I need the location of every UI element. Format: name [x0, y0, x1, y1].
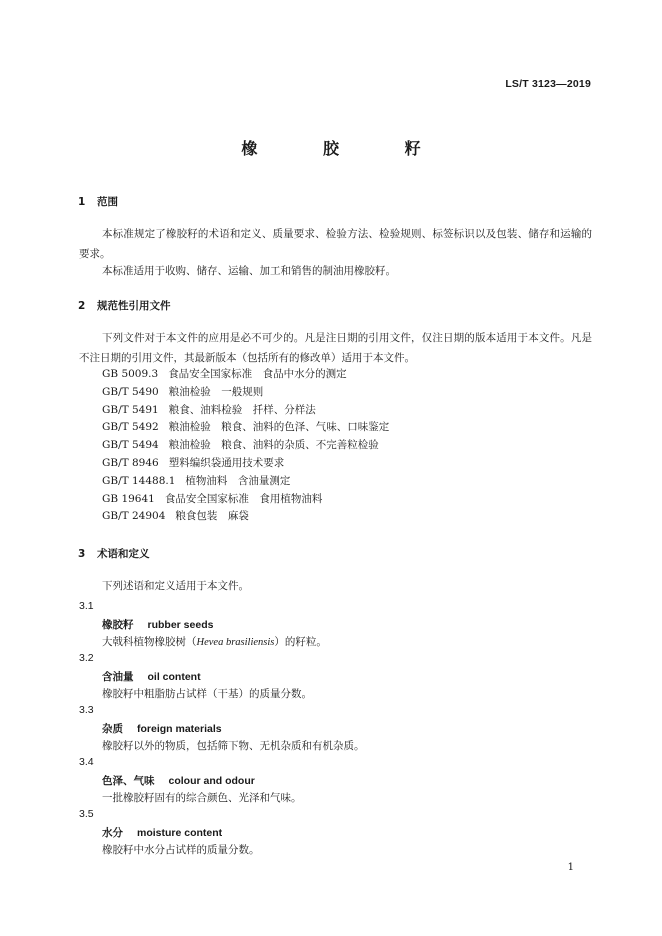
reference-code: GB 19641 [102, 492, 155, 505]
term-number: 3.1 [79, 600, 94, 612]
reference-item [102, 402, 389, 420]
reference-title: 植物油料 含油量测定 [185, 474, 291, 487]
page-number: 1 [567, 862, 574, 873]
term-chinese: 水分 [102, 827, 123, 839]
reference-title: 粮油检验 粮食、油料的色泽、气味、口味鉴定 [168, 421, 390, 434]
reference-item [102, 419, 389, 437]
section-number: 1 [78, 196, 86, 208]
reference-code: GB/T 5491 [102, 403, 159, 416]
reference-code: GB/T 8946 [102, 456, 159, 469]
definition-text: 一批橡胶籽固有的综合颜色、光泽和气味。 [102, 792, 302, 804]
term-english: moisture content [137, 827, 223, 839]
term-chinese: 橡胶籽 [102, 619, 134, 631]
reference-code: GB 5009.3 [102, 368, 159, 380]
term-chinese: 含油量 [102, 671, 134, 683]
term-number: 3.5 [79, 808, 94, 820]
reference-item [102, 455, 389, 473]
term-chinese: 色泽、气味 [102, 775, 155, 787]
term-number: 3.3 [79, 704, 94, 716]
reference-code: GB/T 5492 [102, 421, 159, 434]
reference-code: GB/T 24904 [102, 510, 166, 523]
section-title: 规范性引用文件 [97, 300, 171, 312]
term-number: 3.2 [79, 652, 94, 664]
term-english: foreign materials [137, 723, 222, 735]
section-title: 术语和定义 [97, 548, 150, 560]
term-number: 3.4 [79, 756, 94, 768]
term-english: rubber seeds [147, 619, 214, 631]
reference-title: 食品安全国家标准 食用植物油料 [164, 492, 323, 505]
term-definition [102, 686, 312, 701]
definition-text: ）的籽粒。 [274, 636, 327, 648]
definition-text: 橡胶籽以外的物质，包括筛下物、无机杂质和有机杂质。 [102, 740, 365, 752]
references-intro: 下列文件对于本文件的应用是必不可少的。凡是注日期的引用文件，仅注日期的版本适用于本文件。凡是不注日期的引用文件，其最新版本（包括所有的修改单）适用于本文件。 [79, 332, 592, 364]
reference-title: 粮油检验 粮食、油料的杂质、不完善粒检验 [168, 439, 379, 452]
definition-text: 橡胶籽中水分占试样的质量分数。 [102, 844, 260, 856]
terms-intro: 下列述语和定义适用于本文件。 [102, 580, 249, 592]
reference-code: GB/T 14488.1 [102, 474, 176, 487]
reference-item [102, 437, 389, 455]
section-1-heading [78, 194, 118, 209]
term-definition [102, 790, 302, 805]
section-number: 2 [78, 300, 86, 312]
section-number: 3 [78, 548, 86, 560]
reference-title: 粮油检验 一般规则 [168, 385, 264, 398]
section-title: 范围 [97, 196, 118, 208]
term-heading [102, 825, 222, 840]
reference-title: 粮食、油料检验 扦样、分样法 [168, 403, 316, 416]
reference-item [102, 491, 389, 509]
scope-paragraph-2: 本标准适用于收购、储存、运输、加工和销售的制油用橡胶籽。 [102, 265, 396, 277]
reference-item [102, 384, 389, 402]
reference-item [102, 508, 389, 526]
term-definition [102, 634, 327, 649]
standard-number: LS/T 3123—2019 [505, 78, 591, 90]
scientific-name: Hevea brasiliensis [196, 637, 275, 648]
scope-paragraph-1: 本标准规定了橡胶籽的术语和定义、质量要求、检验方法、检验规则、标签标识以及包装、储存和运输的要求。 [79, 228, 592, 260]
term-definition [102, 842, 260, 857]
term-chinese: 杂质 [102, 723, 123, 735]
reference-code: GB/T 5490 [102, 385, 159, 398]
document-title: 橡 胶 籽 [241, 139, 451, 158]
reference-title: 塑料编织袋通用技术要求 [168, 456, 285, 469]
term-heading [102, 721, 222, 736]
term-english: colour and odour [168, 775, 255, 787]
reference-item [102, 473, 389, 491]
term-english: oil content [147, 671, 201, 683]
term-heading [102, 773, 255, 788]
reference-item [102, 366, 389, 384]
term-heading [102, 669, 201, 684]
reference-code: GB/T 5494 [102, 439, 159, 452]
section-2-heading [78, 298, 171, 313]
reference-list [102, 366, 389, 526]
term-heading [102, 617, 213, 632]
definition-text: 橡胶籽中粗脂肪占试样（干基）的质量分数。 [102, 688, 312, 700]
definition-text: 大戟科植物橡胶树（ [102, 636, 197, 648]
reference-title: 食品安全国家标准 食品中水分的测定 [168, 368, 347, 380]
section-3-heading [78, 546, 150, 561]
term-definition [102, 738, 365, 753]
reference-title: 粮食包装 麻袋 [175, 510, 249, 523]
